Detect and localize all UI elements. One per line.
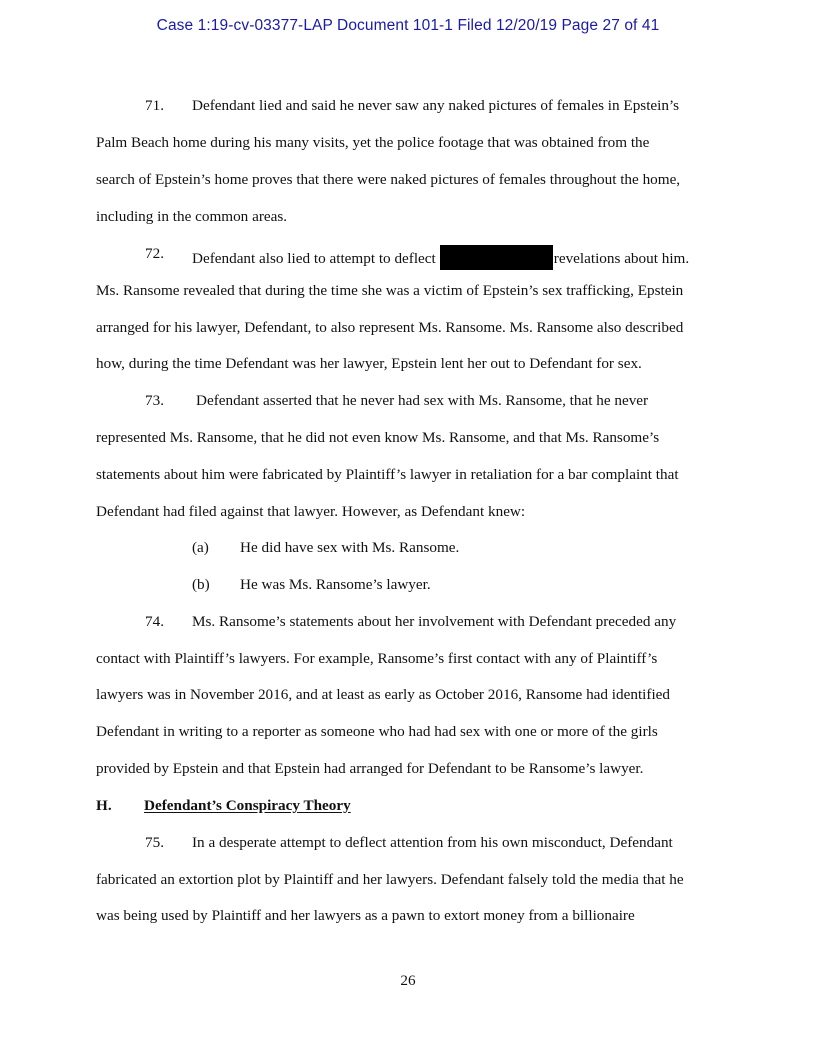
list-item-label: (a) (192, 539, 209, 556)
paragraph-line: Defendant in writing to a reporter as someone who had had sex with one or more of the girls (96, 723, 658, 740)
paragraph-line: Ms. Ransome’s statements about her involvement with Defendant preceded any (192, 613, 677, 630)
section-title: Defendant’s Conspiracy Theory (144, 797, 351, 814)
paragraph-line: contact with Plaintiff’s lawyers. For example, Ransome’s first contact with any of Plaintiff’s (96, 650, 658, 667)
paragraph-line: arranged for his lawyer, Defendant, to also represent Ms. Ransome. Ms. Ransome also described (96, 319, 684, 336)
case-header: Case 1:19-cv-03377-LAP Document 101-1 Filed 12/20/19 Page 27 of 41 (156, 17, 660, 34)
paragraph-line: including in the common areas. (96, 208, 288, 225)
paragraph-text: Defendant also lied to attempt to deflect (192, 250, 436, 267)
paragraph-line: lawyers was in November 2016, and at least as early as October 2016, Ransome had identified (96, 686, 671, 703)
paragraph-number: 73. (145, 392, 164, 409)
paragraph-line: Palm Beach home during his many visits, yet the police footage that was obtained from the (96, 134, 650, 151)
paragraph-line: search of Epstein’s home proves that there were naked pictures of females throughout the home, (96, 171, 681, 188)
paragraph-line: represented Ms. Ransome, that he did not even know Ms. Ransome, and that Ms. Ransome’s (96, 429, 660, 446)
paragraph-line: Ms. Ransome revealed that during the time she was a victim of Epstein’s sex trafficking, Epstein (96, 282, 684, 299)
paragraph-line: In a desperate attempt to deflect attention from his own misconduct, Defendant (192, 834, 673, 851)
paragraph-number: 71. (145, 97, 164, 114)
paragraph-line: Defendant asserted that he never had sex with Ms. Ransome, that he never (196, 392, 649, 409)
paragraph-number: 74. (145, 613, 164, 630)
paragraph-number: 72. (145, 245, 164, 262)
section-letter: H. (96, 797, 112, 814)
paragraph-line: how, during the time Defendant was her lawyer, Epstein lent her out to Defendant for sex. (96, 355, 642, 372)
redaction-bar (440, 245, 553, 270)
list-item: He was Ms. Ransome’s lawyer. (240, 576, 431, 593)
paragraph-line: was being used by Plaintiff and her lawyers as a pawn to extort money from a billionaire (96, 907, 635, 924)
paragraph-line: statements about him were fabricated by Plaintiff’s lawyer in retaliation for a bar complaint that (96, 466, 679, 483)
list-item-label: (b) (192, 576, 210, 593)
paragraph-text: revelations about him. (553, 250, 690, 267)
paragraph-line: Defendant lied and said he never saw any naked pictures of females in Epstein’s (192, 97, 680, 114)
paragraph-line: fabricated an extortion plot by Plaintiff and her lawyers. Defendant falsely told the media that he (96, 871, 684, 888)
page-number: 26 (400, 972, 416, 989)
paragraph-number: 75. (145, 834, 164, 851)
paragraph-line (192, 245, 689, 270)
paragraph-line: Defendant had filed against that lawyer. However, as Defendant knew: (96, 503, 526, 520)
paragraph-line: provided by Epstein and that Epstein had arranged for Defendant to be Ransome’s lawyer. (96, 760, 644, 777)
list-item: He did have sex with Ms. Ransome. (240, 539, 460, 556)
